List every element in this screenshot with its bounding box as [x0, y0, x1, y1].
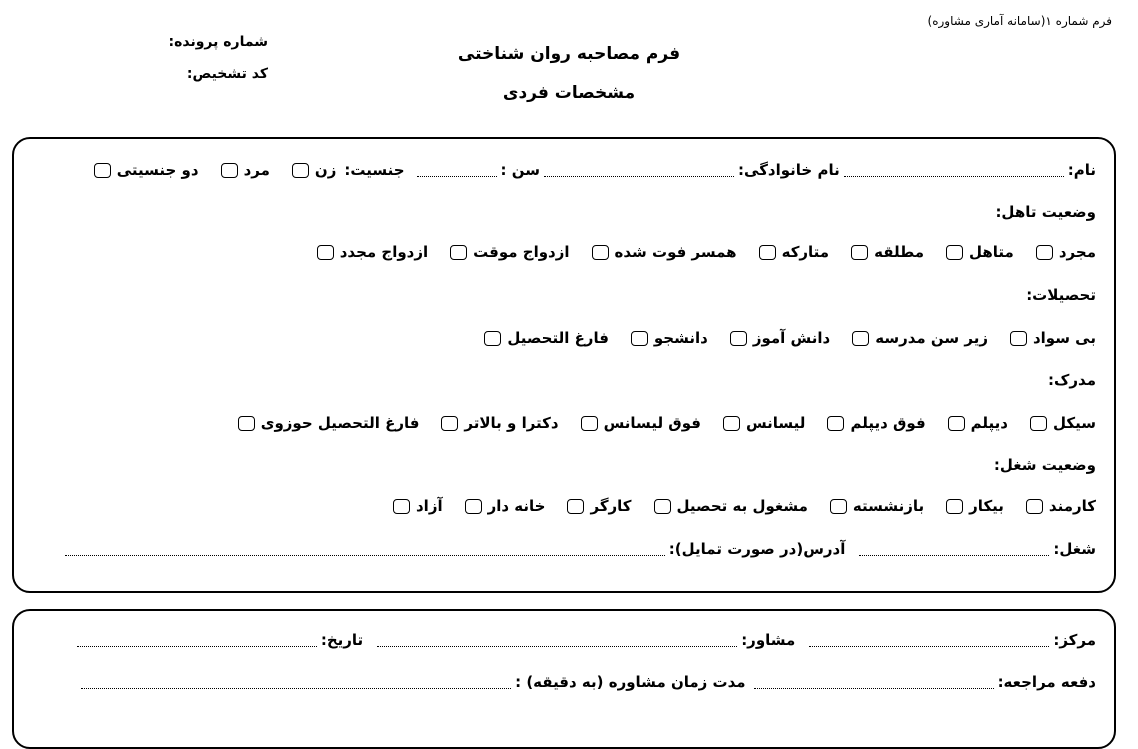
- job-row: [32, 540, 1096, 558]
- option-marital-1[interactable]: [946, 243, 1014, 261]
- checkbox[interactable]: [730, 331, 747, 346]
- marital-label: وضعیت تاهل:: [995, 203, 1096, 221]
- option-gender-0[interactable]: [292, 161, 336, 179]
- marital-options: [32, 243, 1096, 261]
- option-label: متارکه: [781, 243, 830, 261]
- option-employment-2[interactable]: [830, 497, 924, 515]
- checkbox[interactable]: [393, 499, 410, 514]
- age-label: سن :: [500, 161, 541, 179]
- checkbox[interactable]: [238, 416, 255, 431]
- option-marital-6[interactable]: [317, 243, 428, 261]
- session-row-1: [32, 631, 1096, 649]
- option-label: زن: [314, 161, 337, 179]
- center-label: مرکز:: [1053, 631, 1096, 649]
- center-field[interactable]: [809, 634, 1049, 647]
- diagnosis-code-label: کد تشخیص:: [186, 66, 268, 82]
- session-row-2: [32, 673, 1096, 691]
- checkbox[interactable]: [759, 245, 776, 260]
- duration-field[interactable]: [81, 676, 511, 689]
- name-label: نام:: [1067, 161, 1096, 179]
- option-employment-6[interactable]: [393, 497, 443, 515]
- option-label: کارگر: [590, 497, 632, 515]
- checkbox[interactable]: [292, 163, 309, 178]
- option-label: مطلقه: [874, 243, 925, 261]
- degree-label: مدرک:: [1048, 371, 1096, 389]
- option-gender-1[interactable]: [221, 161, 270, 179]
- address-label: آدرس(در صورت تمایل):: [668, 540, 846, 558]
- option-marital-0[interactable]: [1036, 243, 1096, 261]
- option-label: فارغ التحصیل حوزوی: [260, 414, 420, 432]
- option-degree-5[interactable]: [441, 414, 558, 432]
- option-label: دو جنسیتی: [116, 161, 199, 179]
- option-label: دانشجو: [653, 329, 708, 347]
- checkbox[interactable]: [1026, 499, 1043, 514]
- option-label: همسر فوت شده: [614, 243, 737, 261]
- option-degree-0[interactable]: [1030, 414, 1096, 432]
- address-field[interactable]: [65, 543, 665, 556]
- checkbox[interactable]: [441, 416, 458, 431]
- option-employment-4[interactable]: [567, 497, 631, 515]
- visit-field[interactable]: [754, 676, 994, 689]
- checkbox[interactable]: [1036, 245, 1053, 260]
- option-employment-3[interactable]: [654, 497, 808, 515]
- name-field[interactable]: [844, 164, 1064, 177]
- option-employment-5[interactable]: [465, 497, 546, 515]
- option-label: آزاد: [415, 497, 443, 515]
- checkbox[interactable]: [827, 416, 844, 431]
- option-degree-6[interactable]: [238, 414, 420, 432]
- option-education-2[interactable]: [730, 329, 830, 347]
- employment-options: [32, 497, 1096, 515]
- option-label: بیکار: [969, 497, 1004, 515]
- checkbox[interactable]: [484, 331, 501, 346]
- option-label: دانش آموز: [752, 329, 831, 347]
- page-title: فرم مصاحبه روان شناختی: [457, 44, 681, 64]
- duration-label: مدت زمان مشاوره (به دقیقه) :: [515, 673, 746, 691]
- checkbox[interactable]: [654, 499, 671, 514]
- option-gender-2[interactable]: [94, 161, 199, 179]
- checkbox[interactable]: [723, 416, 740, 431]
- option-degree-2[interactable]: [827, 414, 925, 432]
- option-education-4[interactable]: [484, 329, 609, 347]
- form-number: فرم شماره ۱(سامانه آماری مشاوره): [927, 14, 1112, 28]
- option-degree-1[interactable]: [948, 414, 1008, 432]
- employment-label: وضعیت شغل:: [993, 456, 1096, 474]
- checkbox[interactable]: [592, 245, 609, 260]
- checkbox[interactable]: [851, 245, 868, 260]
- checkbox[interactable]: [1030, 416, 1047, 431]
- option-label: مجرد: [1058, 243, 1096, 261]
- option-label: سیکل: [1053, 414, 1096, 432]
- option-label: مرد: [243, 161, 270, 179]
- option-label: دکترا و بالاتر: [464, 414, 559, 432]
- personal-info-panel: [12, 137, 1116, 593]
- option-label: ازدواج موقت: [473, 243, 570, 261]
- option-label: لیسانس: [745, 414, 806, 432]
- option-label: مشغول به تحصیل: [676, 497, 808, 515]
- job-field[interactable]: [859, 543, 1049, 556]
- education-label: تحصیلات:: [1026, 286, 1096, 304]
- counselor-field[interactable]: [377, 634, 737, 647]
- education-options: [32, 329, 1096, 347]
- option-label: بی سواد: [1032, 329, 1096, 347]
- option-marital-5[interactable]: [450, 243, 569, 261]
- gender-options: [72, 161, 337, 179]
- checkbox[interactable]: [221, 163, 238, 178]
- option-employment-1[interactable]: [946, 497, 1004, 515]
- identity-row: [32, 161, 1096, 179]
- gender-label: جنسیت:: [344, 161, 405, 179]
- option-employment-0[interactable]: [1026, 497, 1096, 515]
- option-label: ازدواج مجدد: [339, 243, 429, 261]
- option-marital-4[interactable]: [592, 243, 737, 261]
- checkbox[interactable]: [450, 245, 467, 260]
- checkbox[interactable]: [465, 499, 482, 514]
- option-label: زیر سن مدرسه: [875, 329, 988, 347]
- session-panel: [12, 609, 1116, 749]
- option-label: کارمند: [1048, 497, 1096, 515]
- option-label: فوق دیپلم: [850, 414, 926, 432]
- file-number-label: شماره پرونده:: [168, 34, 268, 50]
- degree-options: [32, 414, 1096, 432]
- counselor-label: مشاور:: [741, 631, 796, 649]
- option-label: دیپلم: [970, 414, 1008, 432]
- option-education-0[interactable]: [1010, 329, 1096, 347]
- option-label: بازنشسته: [852, 497, 925, 515]
- checkbox[interactable]: [1010, 331, 1027, 346]
- date-field[interactable]: [77, 634, 317, 647]
- option-marital-3[interactable]: [759, 243, 830, 261]
- option-label: فوق لیسانس: [603, 414, 701, 432]
- option-degree-3[interactable]: [723, 414, 806, 432]
- option-education-1[interactable]: [852, 329, 988, 347]
- option-education-3[interactable]: [631, 329, 708, 347]
- option-label: متاهل: [969, 243, 1014, 261]
- option-label: خانه دار: [487, 497, 546, 515]
- checkbox[interactable]: [946, 499, 963, 514]
- option-marital-2[interactable]: [851, 243, 924, 261]
- date-label: تاریخ:: [320, 631, 364, 649]
- option-label: فارغ التحصیل: [507, 329, 609, 347]
- job-label: شغل:: [1053, 540, 1096, 558]
- family-label: نام خانوادگی:: [738, 161, 840, 179]
- page-subtitle: مشخصات فردی: [502, 83, 636, 103]
- checkbox[interactable]: [830, 499, 847, 514]
- option-degree-4[interactable]: [581, 414, 701, 432]
- family-field[interactable]: [544, 164, 734, 177]
- checkbox[interactable]: [631, 331, 648, 346]
- visit-label: دفعه مراجعه:: [997, 673, 1096, 691]
- checkbox[interactable]: [581, 416, 598, 431]
- checkbox[interactable]: [317, 245, 334, 260]
- checkbox[interactable]: [567, 499, 584, 514]
- checkbox[interactable]: [852, 331, 869, 346]
- checkbox[interactable]: [948, 416, 965, 431]
- age-field[interactable]: [417, 164, 497, 177]
- checkbox[interactable]: [946, 245, 963, 260]
- checkbox[interactable]: [94, 163, 111, 178]
